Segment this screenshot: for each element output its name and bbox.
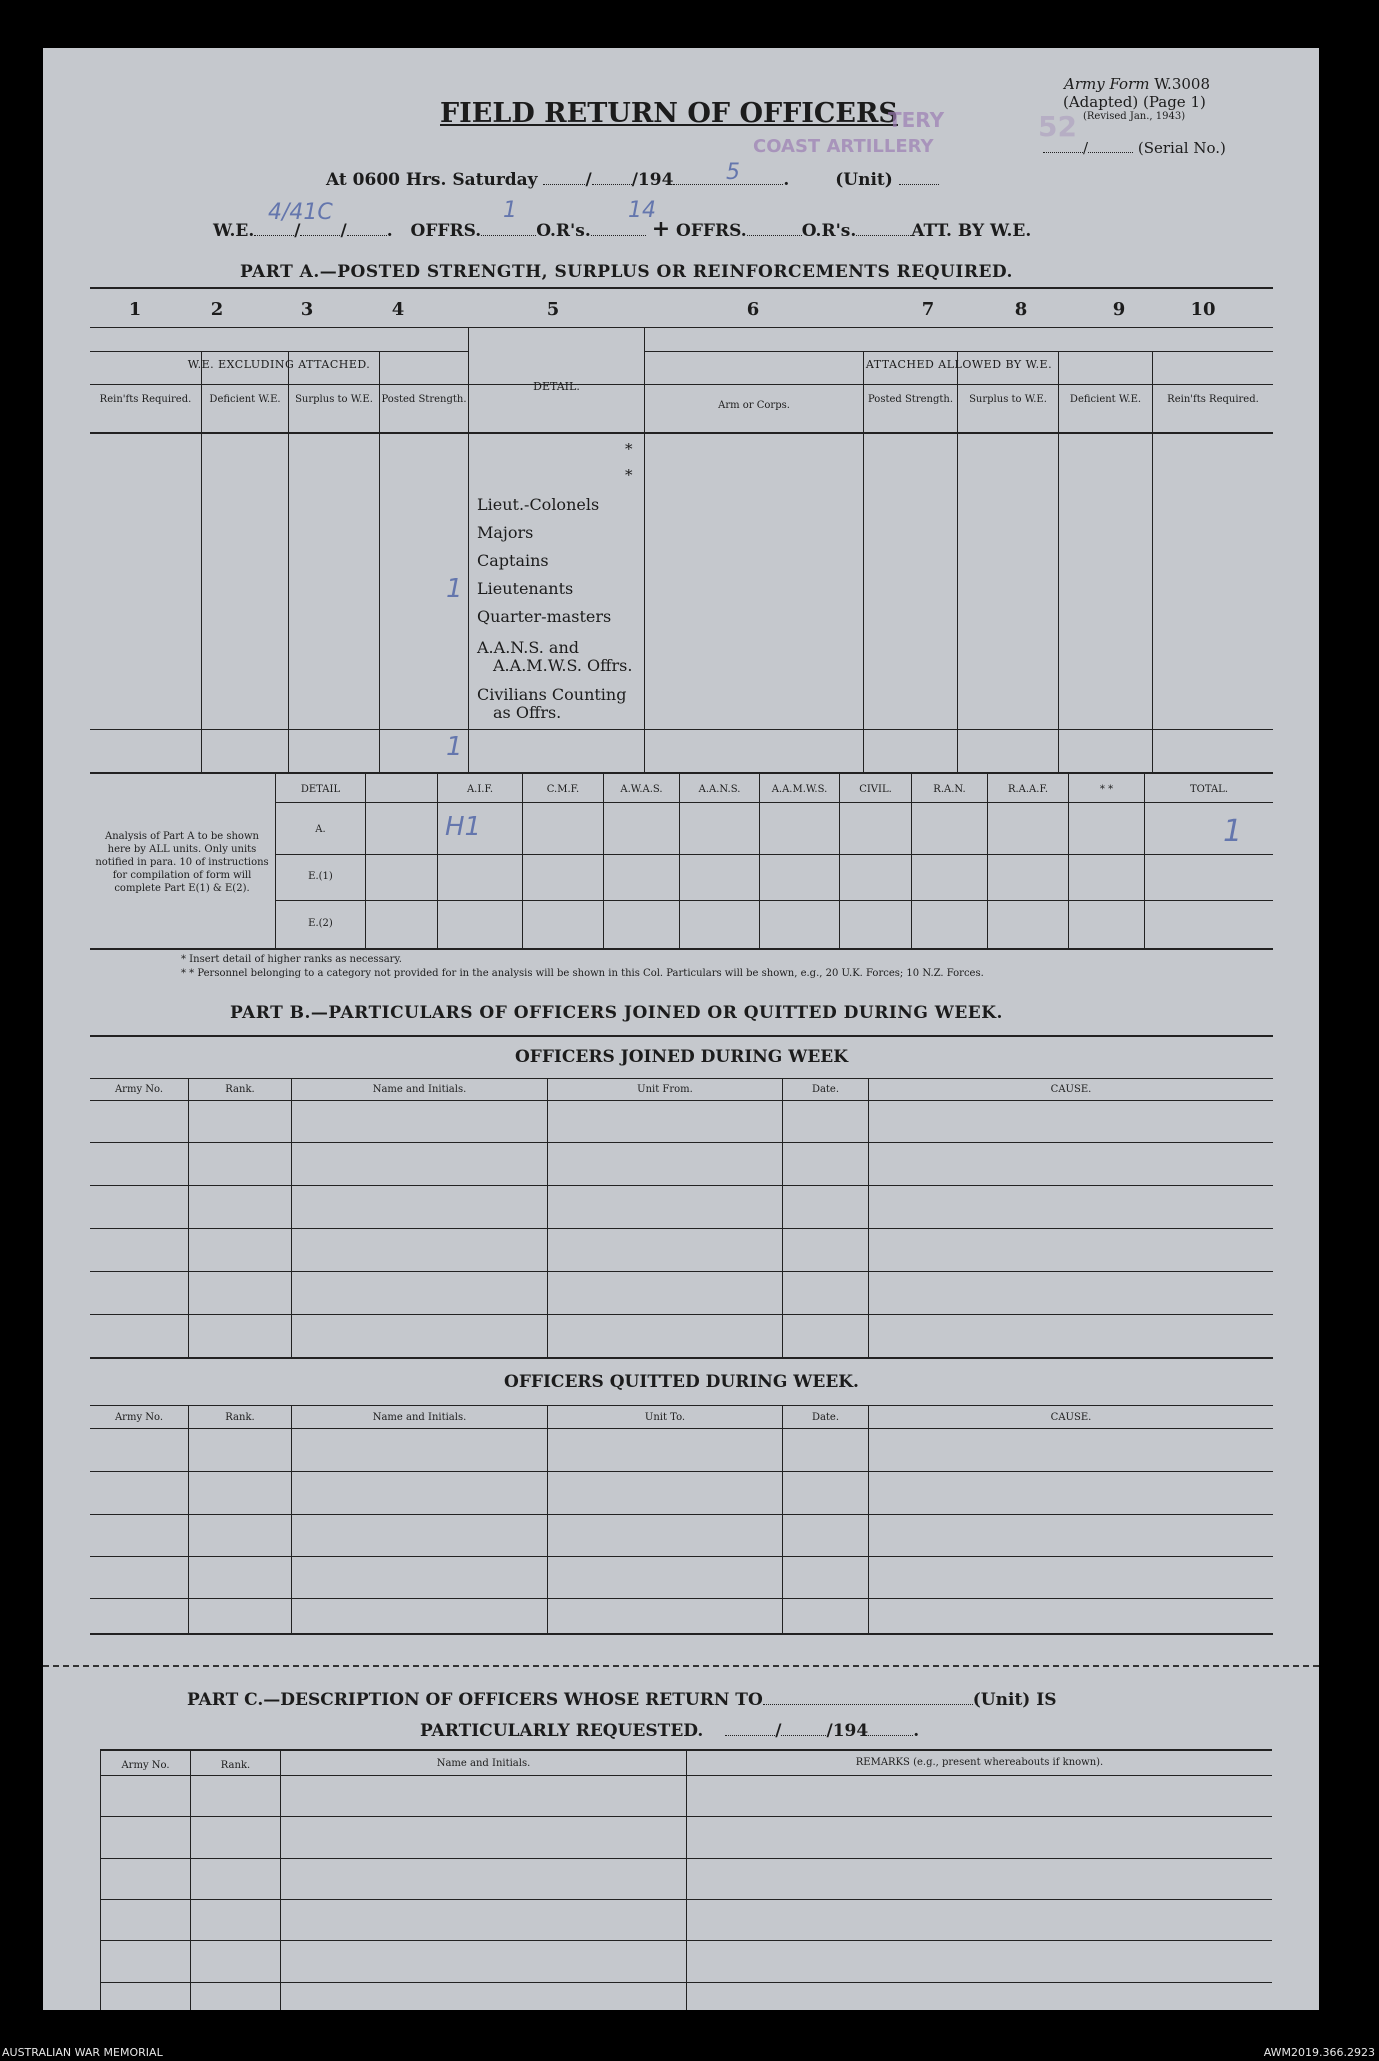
part-c-heading-b: (Unit) IS <box>972 1690 1057 1710</box>
serial-slash: / <box>1083 139 1089 157</box>
attached-allowed-header: ATTACHED ALLOWED BY W.E. <box>865 358 1053 371</box>
joined-col-cause: CAUSE. <box>1050 1084 1092 1095</box>
col-number: 4 <box>391 299 405 320</box>
offrs-label-1: OFFRS. <box>410 221 482 241</box>
quitted-col-date: Date. <box>811 1412 840 1423</box>
unit-label: (Unit) <box>835 170 893 190</box>
part-c-col-name: Name and Initials. <box>436 1758 531 1769</box>
part-c-col-remarks: REMARKS (e.g., present whereabouts if known). <box>855 1757 1104 1768</box>
part-c-col-rank: Rank. <box>220 1760 251 1771</box>
quitted-col-army-no: Army No. <box>114 1412 164 1423</box>
serial-label: (Serial No.) <box>1137 139 1226 157</box>
part-c-heading-a: PART C.—DESCRIPTION OF OFFICERS WHOSE RETURN TO <box>187 1690 763 1710</box>
page-title: FIELD RETURN OF OFFICERS <box>440 98 898 129</box>
analysis-header: A.I.F. <box>466 784 494 795</box>
joined-col-unit-from: Unit From. <box>637 1084 693 1095</box>
we-excluding-header: W.E. EXCLUDING ATTACHED. <box>187 358 371 371</box>
part-c-col-army-no: Army No. <box>121 1760 170 1771</box>
analysis-header: * * <box>1099 784 1114 795</box>
analysis-row-a: A. <box>315 824 326 835</box>
detail-as-offrs: as Offrs. <box>493 703 562 722</box>
reinfts-required-header: Rein'fts Required. <box>99 394 192 405</box>
form-number: W.3008 <box>1154 75 1211 93</box>
revised-label: (Revised Jan., 1943) <box>1083 111 1186 122</box>
handwritten-aif: H1 <box>445 812 482 842</box>
analysis-header: A.W.A.S. <box>620 784 663 795</box>
detail-quarter-masters: Quarter-masters <box>477 607 612 626</box>
arm-or-corps-header: Arm or Corps. <box>718 400 790 411</box>
footnote-2: * * Personnel belonging to a category not provided for in the analysis will be shown in this Col. Particulars will be shown, e.g., 20 U.K. Forces; 10 N.Z. Forces. <box>181 968 984 979</box>
detail-captains: Captains <box>477 551 549 570</box>
part-a-heading: PART A.—POSTED STRENGTH, SURPLUS OR REINFORCEMENTS REQUIRED. <box>240 262 1013 282</box>
handwritten-ors: 14 <box>628 198 656 223</box>
surplus-header: Surplus to W.E. <box>295 394 373 405</box>
col-number: 8 <box>1014 299 1028 320</box>
adapted-label: (Adapted) <box>1063 93 1139 111</box>
detail-aamws: A.A.M.W.S. Offrs. <box>493 656 633 675</box>
date-year: /194 <box>631 170 674 190</box>
col-number: 10 <box>1190 299 1216 320</box>
part-c-heading-line2: PARTICULARLY REQUESTED. / /194 . <box>420 1721 920 1741</box>
page-label: (Page 1) <box>1142 93 1206 111</box>
col-number: 2 <box>210 299 224 320</box>
form-adapted-line <box>1063 93 1206 111</box>
handwritten-lieutenants: 1 <box>446 574 463 604</box>
joined-col-army-no: Army No. <box>114 1084 164 1095</box>
we-slash-1: / <box>294 221 301 241</box>
asterisk-row-1: * <box>625 440 633 458</box>
handwritten-total: 1 <box>1223 814 1243 849</box>
analysis-header: A.A.N.S. <box>698 784 741 795</box>
unit-stamp-line1: TERY <box>888 108 945 132</box>
col-number: 3 <box>300 299 314 320</box>
we-slash-2: / <box>340 221 347 241</box>
col-number: 5 <box>546 299 560 320</box>
quitted-col-rank: Rank. <box>225 1412 255 1423</box>
analysis-row-e2: E.(2) <box>308 918 333 929</box>
perforation-line <box>43 1665 1319 1667</box>
plus-sign: + <box>651 216 671 242</box>
joined-col-name: Name and Initials. <box>372 1084 467 1095</box>
form-id-block <box>1064 75 1210 93</box>
quitted-col-unit-to: Unit To. <box>644 1412 686 1423</box>
analysis-header: DETAIL <box>300 784 341 795</box>
stamp-number: 52 <box>1038 110 1077 143</box>
deficient-header: Deficient W.E. <box>209 394 281 405</box>
part-c-year: /194 <box>826 1721 869 1741</box>
detail-civilians: Civilians Counting <box>477 685 627 704</box>
we-line: W.E. / / . OFFRS. O.R's. + OFFRS. O.R's. ATT. BY W.E. <box>213 216 1032 242</box>
quitted-col-cause: CAUSE. <box>1050 1412 1092 1423</box>
quitted-col-name: Name and Initials. <box>372 1412 467 1423</box>
footer-accession-number: AWM2019.366.2923 <box>1263 2046 1375 2059</box>
detail-lieutenants: Lieutenants <box>477 579 574 598</box>
surplus-header-right: Surplus to W.E. <box>969 394 1047 405</box>
analysis-header: A.A.M.W.S. <box>771 784 828 795</box>
joined-heading: OFFICERS JOINED DURING WEEK <box>514 1047 849 1067</box>
part-c-heading-line1 <box>187 1690 1057 1710</box>
detail-aans: A.A.N.S. and <box>477 638 579 657</box>
analysis-header: C.M.F. <box>546 784 580 795</box>
form-sheet <box>43 48 1319 2010</box>
army-form-label: Army Form <box>1064 75 1150 93</box>
col-number: 9 <box>1112 299 1126 320</box>
quitted-heading: OFFICERS QUITTED DURING WEEK. <box>504 1372 859 1392</box>
analysis-note: Analysis of Part A to be shown here by ALL units. Only units notified in para. 10 of instructions for compilation of form will complete Part E(1) & E(2). <box>95 831 269 894</box>
asterisk-row-2: * <box>625 466 633 484</box>
deficient-header-right: Deficient W.E. <box>1069 394 1142 405</box>
detail-majors: Majors <box>477 523 534 542</box>
analysis-row-e1: E.(1) <box>308 871 333 882</box>
date-line: At 0600 Hrs. Saturday / /194 . (Unit) <box>326 170 939 190</box>
detail-lieut-colonels: Lieut.-Colonels <box>477 495 600 514</box>
handwritten-we: 4/41C <box>268 200 333 225</box>
col-number: 1 <box>128 299 142 320</box>
date-slash: / <box>585 170 592 190</box>
joined-col-date: Date. <box>811 1084 840 1095</box>
analysis-header: CIVIL. <box>859 784 892 795</box>
unit-stamp-line2: COAST ARTILLERY <box>753 136 934 157</box>
handwritten-posted-total: 1 <box>446 732 463 762</box>
part-b-heading: PART B.—PARTICULARS OF OFFICERS JOINED OR QUITTED DURING WEEK. <box>230 1003 1003 1023</box>
att-by-we-label: ATT. BY W.E. <box>911 221 1032 241</box>
handwritten-offrs: 1 <box>503 198 517 223</box>
part-c-slash: / <box>775 1721 782 1741</box>
footer-institution: AUSTRALIAN WAR MEMORIAL <box>2 2046 163 2059</box>
analysis-header: TOTAL. <box>1189 784 1229 795</box>
detail-header: DETAIL. <box>533 380 580 393</box>
handwritten-date: 5 <box>726 160 740 185</box>
offrs-label-2: OFFRS. <box>676 221 747 241</box>
ors-label-1: O.R's. <box>536 221 591 241</box>
joined-col-rank: Rank. <box>225 1084 255 1095</box>
part-c-heading-c: PARTICULARLY REQUESTED. <box>420 1721 704 1741</box>
posted-strength-header-right: Posted Strength. <box>867 394 954 405</box>
col-number: 7 <box>921 299 935 320</box>
we-label: W.E. <box>213 221 255 241</box>
footnote-1: * Insert detail of higher ranks as necessary. <box>181 954 402 965</box>
col-number: 6 <box>746 299 760 320</box>
ors-label-2: O.R's. <box>801 221 857 241</box>
at-hours-label: At 0600 Hrs. Saturday <box>326 170 538 190</box>
posted-strength-header: Posted Strength. <box>381 394 467 405</box>
analysis-header: R.A.A.F. <box>1007 784 1049 795</box>
analysis-header: R.A.N. <box>933 784 966 795</box>
reinfts-header-right: Rein'fts Required. <box>1167 394 1259 405</box>
